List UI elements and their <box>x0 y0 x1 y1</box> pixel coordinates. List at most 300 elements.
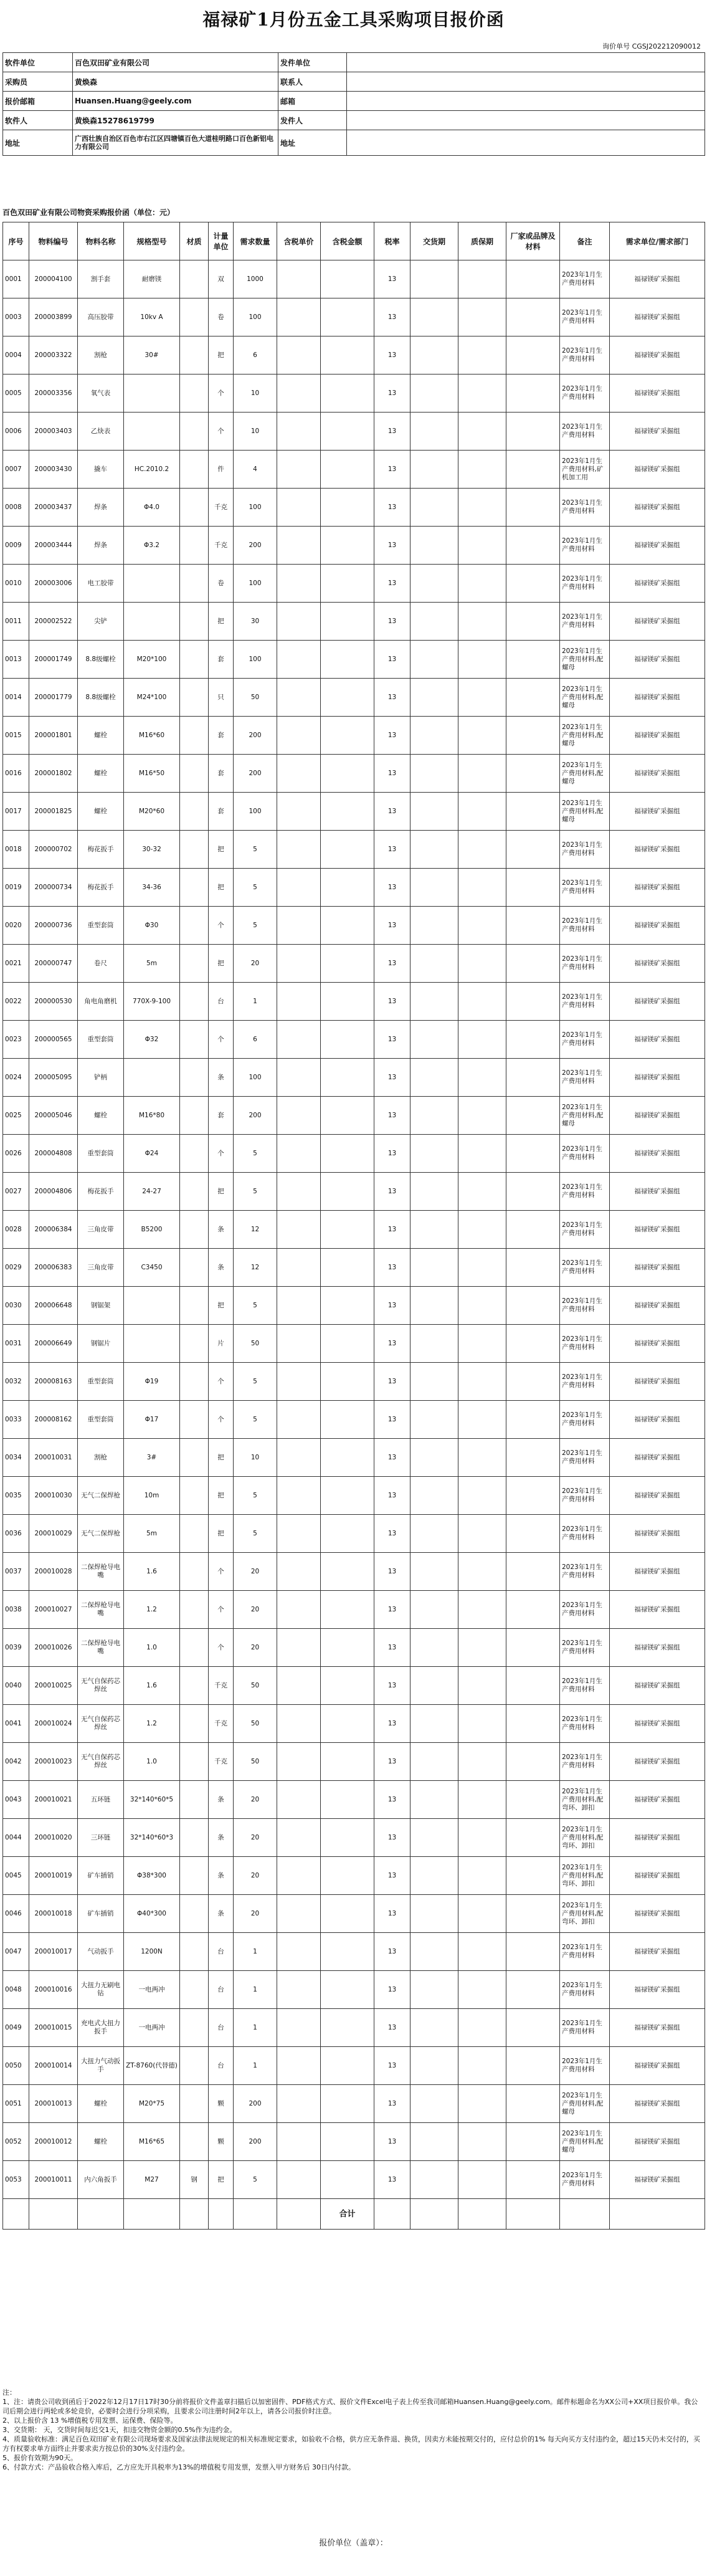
specification-cell: 10m <box>124 1477 180 1515</box>
tax-rate-cell: 13 <box>374 1325 410 1363</box>
delivery-date-cell <box>410 260 458 298</box>
specification-cell: HC.2010.2 <box>124 451 180 489</box>
unit-cell: 把 <box>209 603 234 641</box>
unit-cell: 千克 <box>209 1743 234 1781</box>
material-name-cell: 电工胶带 <box>78 565 124 603</box>
unit-price-cell <box>277 1059 321 1097</box>
quantity-cell: 1 <box>234 2009 277 2047</box>
header-row <box>3 72 705 92</box>
item-number-cell: 0049 <box>3 2009 29 2047</box>
delivery-date-cell <box>410 1743 458 1781</box>
material-name-cell: 大扭力无刷电钻 <box>78 1971 124 2009</box>
demand-dept-cell: 福禄镁矿采掘组 <box>610 755 705 793</box>
amount-cell <box>321 1097 374 1135</box>
header-label: 采购员 <box>3 72 73 92</box>
remark-cell: 2023年1月生产费用材料 <box>560 1439 610 1477</box>
demand-dept-cell: 福禄镁矿采掘组 <box>610 641 705 679</box>
tax-rate-cell: 13 <box>374 1629 410 1667</box>
delivery-date-cell <box>410 1781 458 1819</box>
material-name-cell: 矿车插销 <box>78 1895 124 1933</box>
warranty-cell <box>458 869 506 907</box>
specification-cell: 5m <box>124 1515 180 1553</box>
remark-cell: 2023年1月生产费用材料 <box>560 1401 610 1439</box>
table-row <box>3 869 705 907</box>
tax-rate-cell: 13 <box>374 1553 410 1591</box>
table-row <box>3 260 705 298</box>
unit-price-cell <box>277 1857 321 1895</box>
item-number-cell: 0047 <box>3 1933 29 1971</box>
specification-cell: Φ30 <box>124 907 180 945</box>
material-cell <box>180 2085 209 2123</box>
tax-rate-cell: 13 <box>374 1591 410 1629</box>
remark-cell: 2023年1月生产费用材料 <box>560 983 610 1021</box>
unit-cell: 件 <box>209 451 234 489</box>
brand-cell <box>506 793 560 831</box>
brand-cell <box>506 1439 560 1477</box>
warranty-cell <box>458 1439 506 1477</box>
unit-price-cell <box>277 1287 321 1325</box>
table-row <box>3 1363 705 1401</box>
total-cell <box>410 2199 458 2230</box>
tax-rate-cell: 13 <box>374 869 410 907</box>
brand-cell <box>506 1629 560 1667</box>
demand-dept-cell: 福禄镁矿采掘组 <box>610 1249 705 1287</box>
quantity-cell: 5 <box>234 1401 277 1439</box>
delivery-date-cell <box>410 1971 458 2009</box>
demand-dept-cell: 福禄镁矿采掘组 <box>610 1667 705 1705</box>
demand-dept-cell: 福禄镁矿采掘组 <box>610 1819 705 1857</box>
warranty-cell <box>458 565 506 603</box>
warranty-cell <box>458 1857 506 1895</box>
specification-cell: M16*60 <box>124 717 180 755</box>
unit-price-cell <box>277 1971 321 2009</box>
material-cell <box>180 717 209 755</box>
material-code-cell: 200010024 <box>29 1705 78 1743</box>
tax-rate-cell: 13 <box>374 1401 410 1439</box>
table-row <box>3 1515 705 1553</box>
material-cell <box>180 603 209 641</box>
demand-dept-cell: 福禄镁矿采掘组 <box>610 2123 705 2161</box>
remark-cell: 2023年1月生产费用材料 <box>560 374 610 413</box>
amount-cell <box>321 1819 374 1857</box>
unit-price-cell <box>277 1667 321 1705</box>
header-value: Huansen.Huang@geely.com <box>73 92 278 111</box>
quantity-cell: 1 <box>234 2047 277 2085</box>
tax-rate-cell: 13 <box>374 1705 410 1743</box>
amount-cell <box>321 1895 374 1933</box>
demand-dept-cell: 福禄镁矿采掘组 <box>610 1971 705 2009</box>
specification-cell: 32*140*60*3 <box>124 1819 180 1857</box>
material-cell <box>180 336 209 374</box>
specification-cell <box>124 1059 180 1097</box>
column-header: 物料编号 <box>29 222 78 260</box>
brand-cell <box>506 945 560 983</box>
specification-cell: 1200N <box>124 1933 180 1971</box>
amount-cell <box>321 831 374 869</box>
table-row <box>3 641 705 679</box>
quantity-cell: 100 <box>234 793 277 831</box>
item-number-cell: 0013 <box>3 641 29 679</box>
brand-cell <box>506 831 560 869</box>
warranty-cell <box>458 1667 506 1705</box>
demand-dept-cell: 福禄镁矿采掘组 <box>610 831 705 869</box>
remark-cell: 2023年1月生产费用材料 <box>560 1135 610 1173</box>
total-cell <box>180 2199 209 2230</box>
material-code-cell: 200000734 <box>29 869 78 907</box>
specification-cell: M16*65 <box>124 2123 180 2161</box>
warranty-cell <box>458 1363 506 1401</box>
amount-cell <box>321 1211 374 1249</box>
table-row <box>3 679 705 717</box>
column-header: 序号 <box>3 222 29 260</box>
delivery-date-cell <box>410 603 458 641</box>
demand-dept-cell: 福禄镁矿采掘组 <box>610 565 705 603</box>
amount-cell <box>321 1249 374 1287</box>
quantity-cell: 12 <box>234 1249 277 1287</box>
material-cell: 钢 <box>180 2161 209 2199</box>
remark-cell: 2023年1月生产费用材料 <box>560 1477 610 1515</box>
unit-price-cell <box>277 907 321 945</box>
table-row <box>3 2009 705 2047</box>
item-number-cell: 0041 <box>3 1705 29 1743</box>
material-code-cell: 200010018 <box>29 1895 78 1933</box>
material-name-cell: 铲柄 <box>78 1059 124 1097</box>
table-row <box>3 945 705 983</box>
material-name-cell: 螺栓 <box>78 755 124 793</box>
material-cell <box>180 1781 209 1819</box>
tax-rate-cell: 13 <box>374 565 410 603</box>
remark-cell: 2023年1月生产费用材料 <box>560 1173 610 1211</box>
material-code-cell: 200003403 <box>29 413 78 451</box>
demand-dept-cell: 福禄镁矿采掘组 <box>610 1363 705 1401</box>
specification-cell <box>124 374 180 413</box>
header-info-table <box>2 52 705 156</box>
unit-cell: 条 <box>209 1211 234 1249</box>
unit-price-cell <box>277 2085 321 2123</box>
material-name-cell: 矿车插销 <box>78 1857 124 1895</box>
material-code-cell: 200003437 <box>29 489 78 527</box>
tax-rate-cell: 13 <box>374 527 410 565</box>
remark-cell: 2023年1月生产费用材料,配螺母 <box>560 2123 610 2161</box>
specification-cell: ZT-8760(代替德) <box>124 2047 180 2085</box>
specification-cell: 1.0 <box>124 1743 180 1781</box>
warranty-cell <box>458 374 506 413</box>
tax-rate-cell: 13 <box>374 1667 410 1705</box>
unit-cell: 把 <box>209 1173 234 1211</box>
amount-cell <box>321 2047 374 2085</box>
amount-cell <box>321 2085 374 2123</box>
table-row <box>3 1629 705 1667</box>
header-value: 黄焕森 <box>73 72 278 92</box>
warranty-cell <box>458 945 506 983</box>
warranty-cell <box>458 336 506 374</box>
amount-cell <box>321 1477 374 1515</box>
material-cell <box>180 1097 209 1135</box>
unit-cell: 套 <box>209 641 234 679</box>
unit-price-cell <box>277 2123 321 2161</box>
header-label: 发件人 <box>278 111 347 130</box>
specification-cell: Φ40*300 <box>124 1895 180 1933</box>
material-cell <box>180 2009 209 2047</box>
delivery-date-cell <box>410 336 458 374</box>
material-name-cell: 重型套筒 <box>78 1363 124 1401</box>
column-header: 含税金额 <box>321 222 374 260</box>
warranty-cell <box>458 1591 506 1629</box>
table-row <box>3 1249 705 1287</box>
demand-dept-cell: 福禄镁矿采掘组 <box>610 1477 705 1515</box>
material-name-cell: 三环链 <box>78 1819 124 1857</box>
unit-cell: 双 <box>209 260 234 298</box>
demand-dept-cell: 福禄镁矿采掘组 <box>610 1287 705 1325</box>
specification-cell: 5m <box>124 945 180 983</box>
remark-cell: 2023年1月生产费用材料,配螺母 <box>560 679 610 717</box>
quantity-cell: 5 <box>234 2161 277 2199</box>
table-row <box>3 1857 705 1895</box>
remark-cell: 2023年1月生产费用材料 <box>560 1325 610 1363</box>
material-cell <box>180 2123 209 2161</box>
material-name-cell: 无气自保药芯焊丝 <box>78 1705 124 1743</box>
warranty-cell <box>458 2123 506 2161</box>
warranty-cell <box>458 603 506 641</box>
demand-dept-cell: 福禄镁矿采掘组 <box>610 1591 705 1629</box>
header-value <box>347 130 705 156</box>
material-code-cell: 200001802 <box>29 755 78 793</box>
item-number-cell: 0039 <box>3 1629 29 1667</box>
demand-dept-cell: 福禄镁矿采掘组 <box>610 1933 705 1971</box>
material-code-cell: 200010030 <box>29 1477 78 1515</box>
unit-price-cell <box>277 1439 321 1477</box>
table-row <box>3 1059 705 1097</box>
specification-cell: 1.2 <box>124 1591 180 1629</box>
unit-cell: 把 <box>209 831 234 869</box>
table-row <box>3 413 705 451</box>
quantity-cell: 5 <box>234 869 277 907</box>
tax-rate-cell: 13 <box>374 603 410 641</box>
material-name-cell: 螺栓 <box>78 793 124 831</box>
header-value <box>347 111 705 130</box>
amount-cell <box>321 527 374 565</box>
demand-dept-cell: 福禄镁矿采掘组 <box>610 2161 705 2199</box>
item-number-cell: 0032 <box>3 1363 29 1401</box>
material-name-cell: 无气自保药芯焊丝 <box>78 1743 124 1781</box>
warranty-cell <box>458 2085 506 2123</box>
material-cell <box>180 1477 209 1515</box>
material-cell <box>180 1629 209 1667</box>
material-code-cell: 200006383 <box>29 1249 78 1287</box>
delivery-date-cell <box>410 1325 458 1363</box>
table-row <box>3 336 705 374</box>
brand-cell <box>506 2085 560 2123</box>
quantity-cell: 5 <box>234 907 277 945</box>
demand-dept-cell: 福禄镁矿采掘组 <box>610 1629 705 1667</box>
remark-cell: 2023年1月生产费用材料,配弯环、卸扣 <box>560 1895 610 1933</box>
warranty-cell <box>458 717 506 755</box>
delivery-date-cell <box>410 679 458 717</box>
delivery-date-cell <box>410 755 458 793</box>
unit-price-cell <box>277 565 321 603</box>
specification-cell: 30-32 <box>124 831 180 869</box>
remark-cell: 2023年1月生产费用材料 <box>560 2047 610 2085</box>
item-number-cell: 0007 <box>3 451 29 489</box>
item-number-cell: 0037 <box>3 1553 29 1591</box>
material-code-cell: 200006384 <box>29 1211 78 1249</box>
material-cell <box>180 1173 209 1211</box>
amount-cell <box>321 983 374 1021</box>
quote-unit-stamp: 报价单位（盖章）： <box>319 2539 388 2548</box>
unit-price-cell <box>277 1781 321 1819</box>
item-number-cell: 0038 <box>3 1591 29 1629</box>
material-name-cell: 割手套 <box>78 260 124 298</box>
tax-rate-cell: 13 <box>374 1287 410 1325</box>
material-code-cell: 200010026 <box>29 1629 78 1667</box>
demand-dept-cell: 福禄镁矿采掘组 <box>610 1173 705 1211</box>
item-number-cell: 0020 <box>3 907 29 945</box>
brand-cell <box>506 2123 560 2161</box>
amount-cell <box>321 1439 374 1477</box>
delivery-date-cell <box>410 1819 458 1857</box>
quantity-cell: 5 <box>234 1477 277 1515</box>
unit-cell: 把 <box>209 2161 234 2199</box>
warranty-cell <box>458 983 506 1021</box>
column-header: 备注 <box>560 222 610 260</box>
amount-cell <box>321 298 374 336</box>
demand-dept-cell: 福禄镁矿采掘组 <box>610 1781 705 1819</box>
table-row <box>3 603 705 641</box>
material-code-cell: 200006648 <box>29 1287 78 1325</box>
material-name-cell: 充电式大扭力扳手 <box>78 2009 124 2047</box>
brand-cell <box>506 755 560 793</box>
remark-cell: 2023年1月生产费用材料 <box>560 298 610 336</box>
delivery-date-cell <box>410 1477 458 1515</box>
tax-rate-cell: 13 <box>374 2161 410 2199</box>
unit-price-cell <box>277 451 321 489</box>
quantity-cell: 20 <box>234 945 277 983</box>
quantity-cell: 20 <box>234 1591 277 1629</box>
demand-dept-cell: 福禄镁矿采掘组 <box>610 983 705 1021</box>
material-cell <box>180 260 209 298</box>
amount-cell <box>321 1325 374 1363</box>
demand-dept-cell: 福禄镁矿采掘组 <box>610 1401 705 1439</box>
unit-cell: 把 <box>209 336 234 374</box>
unit-cell: 把 <box>209 869 234 907</box>
quantity-cell: 1 <box>234 1933 277 1971</box>
delivery-date-cell <box>410 945 458 983</box>
amount-cell <box>321 1401 374 1439</box>
delivery-date-cell <box>410 1097 458 1135</box>
quantity-cell: 20 <box>234 1895 277 1933</box>
unit-cell: 条 <box>209 1857 234 1895</box>
tax-rate-cell: 13 <box>374 413 410 451</box>
tax-rate-cell: 13 <box>374 2009 410 2047</box>
material-name-cell: 重型套筒 <box>78 1135 124 1173</box>
delivery-date-cell <box>410 1401 458 1439</box>
demand-dept-cell: 福禄镁矿采掘组 <box>610 907 705 945</box>
remark-cell: 2023年1月生产费用材料 <box>560 945 610 983</box>
header-value <box>347 92 705 111</box>
header-value: 黄焕森15278619799 <box>73 111 278 130</box>
item-number-cell: 0034 <box>3 1439 29 1477</box>
material-code-cell: 200000747 <box>29 945 78 983</box>
material-code-cell: 200002522 <box>29 603 78 641</box>
remark-cell: 2023年1月生产费用材料 <box>560 907 610 945</box>
unit-price-cell <box>277 413 321 451</box>
material-code-cell: 200010019 <box>29 1857 78 1895</box>
item-number-cell: 0048 <box>3 1971 29 2009</box>
material-cell <box>180 565 209 603</box>
tax-rate-cell: 13 <box>374 1097 410 1135</box>
specification-cell: 1.2 <box>124 1705 180 1743</box>
demand-dept-cell: 福禄镁矿采掘组 <box>610 793 705 831</box>
inquiry-number: 询价单号 CGSJ202212090012 <box>602 42 701 50</box>
tax-rate-cell: 13 <box>374 374 410 413</box>
quantity-cell: 20 <box>234 1857 277 1895</box>
unit-cell: 个 <box>209 1135 234 1173</box>
material-cell <box>180 641 209 679</box>
table-row <box>3 1401 705 1439</box>
item-number-cell: 0042 <box>3 1743 29 1781</box>
table-row <box>3 451 705 489</box>
material-cell <box>180 1135 209 1173</box>
unit-price-cell <box>277 2047 321 2085</box>
brand-cell <box>506 603 560 641</box>
warranty-cell <box>458 1287 506 1325</box>
specification-cell: B5200 <box>124 1211 180 1249</box>
specification-cell: M24*100 <box>124 679 180 717</box>
warranty-cell <box>458 260 506 298</box>
demand-dept-cell: 福禄镁矿采掘组 <box>610 2085 705 2123</box>
material-cell <box>180 1249 209 1287</box>
brand-cell <box>506 1249 560 1287</box>
warranty-cell <box>458 1401 506 1439</box>
delivery-date-cell <box>410 2047 458 2085</box>
specification-cell: 30# <box>124 336 180 374</box>
material-name-cell: 割枪 <box>78 1439 124 1477</box>
quantity-cell: 50 <box>234 1743 277 1781</box>
unit-price-cell <box>277 983 321 1021</box>
warranty-cell <box>458 1895 506 1933</box>
delivery-date-cell <box>410 2161 458 2199</box>
table-row <box>3 565 705 603</box>
unit-price-cell <box>277 260 321 298</box>
warranty-cell <box>458 907 506 945</box>
remark-cell: 2023年1月生产费用材料 <box>560 831 610 869</box>
header-label: 地址 <box>3 130 73 156</box>
demand-dept-cell: 福禄镁矿采掘组 <box>610 603 705 641</box>
brand-cell <box>506 336 560 374</box>
demand-dept-cell: 福禄镁矿采掘组 <box>610 451 705 489</box>
total-cell <box>277 2199 321 2230</box>
header-row <box>3 111 705 130</box>
specification-cell <box>124 413 180 451</box>
amount-cell <box>321 1515 374 1553</box>
table-row <box>3 1325 705 1363</box>
delivery-date-cell <box>410 565 458 603</box>
table-row <box>3 374 705 413</box>
remark-cell: 2023年1月生产费用材料,配螺母 <box>560 641 610 679</box>
tax-rate-cell: 13 <box>374 336 410 374</box>
item-number-cell: 0046 <box>3 1895 29 1933</box>
table-row <box>3 793 705 831</box>
quantity-cell: 50 <box>234 679 277 717</box>
header-row <box>3 130 705 156</box>
amount-cell <box>321 2161 374 2199</box>
column-header: 税率 <box>374 222 410 260</box>
material-cell <box>180 1667 209 1705</box>
unit-cell: 卷 <box>209 565 234 603</box>
tax-rate-cell: 13 <box>374 1249 410 1287</box>
item-number-cell: 0014 <box>3 679 29 717</box>
remark-cell: 2023年1月生产费用材料 <box>560 489 610 527</box>
